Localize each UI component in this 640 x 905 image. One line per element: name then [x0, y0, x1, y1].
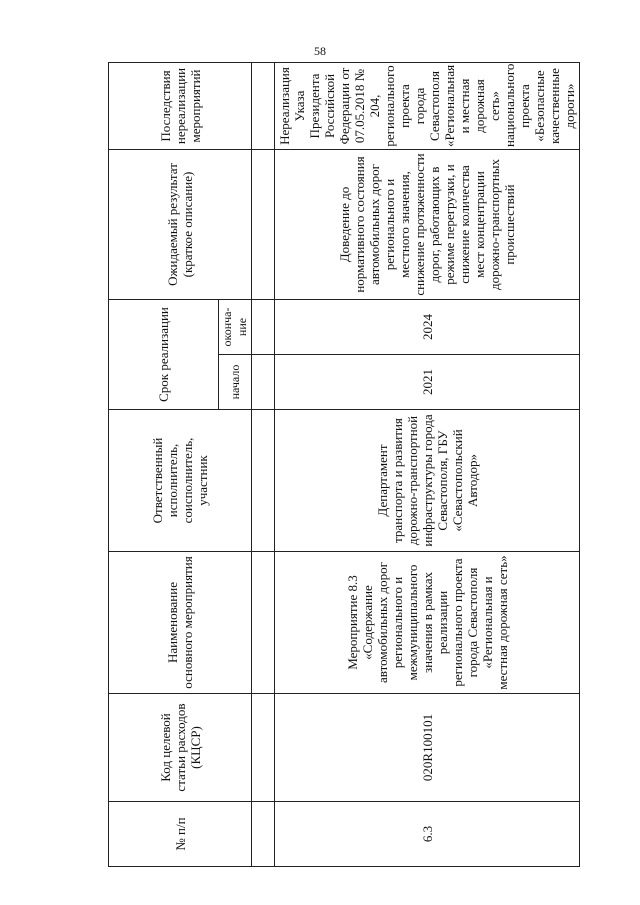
rotated-table-container: [108, 63, 580, 867]
spacer-row: [252, 63, 275, 867]
header-num: № п/п: [109, 802, 252, 867]
header-row: [109, 63, 219, 867]
row-result: Доведение до нормативного состояния автомобильных дорог регионального и местного значения, снижение протяженности дорог, работающих в режиме перегрузки, и снижение количества мест концентрации дорожно-транспортных происшествий: [275, 150, 580, 300]
row-name: Мероприятие 8.3 «Содержание автомобильных дорог регионального и межмуниципального значения в рамках реализации регионального проекта города Севастополя «Региональная и местная дорожная сеть»: [275, 552, 580, 694]
header-code: Код целевой статьи расходов (КЦСР): [109, 694, 252, 802]
row-start: 2021: [275, 355, 580, 410]
header-name: Наименование основного мероприятия: [109, 552, 252, 694]
header-consequences: Последствия нереализации мероприятий: [109, 63, 252, 150]
row-num: 6.3: [275, 802, 580, 867]
row-end: 2024: [275, 300, 580, 355]
header-term-start: начало: [219, 355, 252, 410]
row-code: 020R100101: [275, 694, 580, 802]
activities-table: [108, 62, 580, 867]
header-term: Срок реализации: [109, 300, 219, 410]
row-consequences: Нереализация Указа Президента Российской Федерации от 07.05.2018 № 204, регионального проекта города Севастополя «Региональная и местная дорожная сеть» национального проекта «Безопасные качественные дороги»: [275, 63, 580, 150]
header-executor: Ответственный исполнитель, соисполнитель, участник: [109, 410, 252, 552]
page-number: 58: [314, 44, 326, 58]
row-executor: Департамент транспорта и развития дорожно-транспортной инфраструктуры города Севастополя, ГБУ «Севастопольский Автодор»: [275, 410, 580, 552]
header-result: Ожидаемый результат (краткое описание): [109, 150, 252, 300]
header-term-end: оконча-ние: [219, 300, 252, 355]
table-row: [275, 63, 580, 867]
